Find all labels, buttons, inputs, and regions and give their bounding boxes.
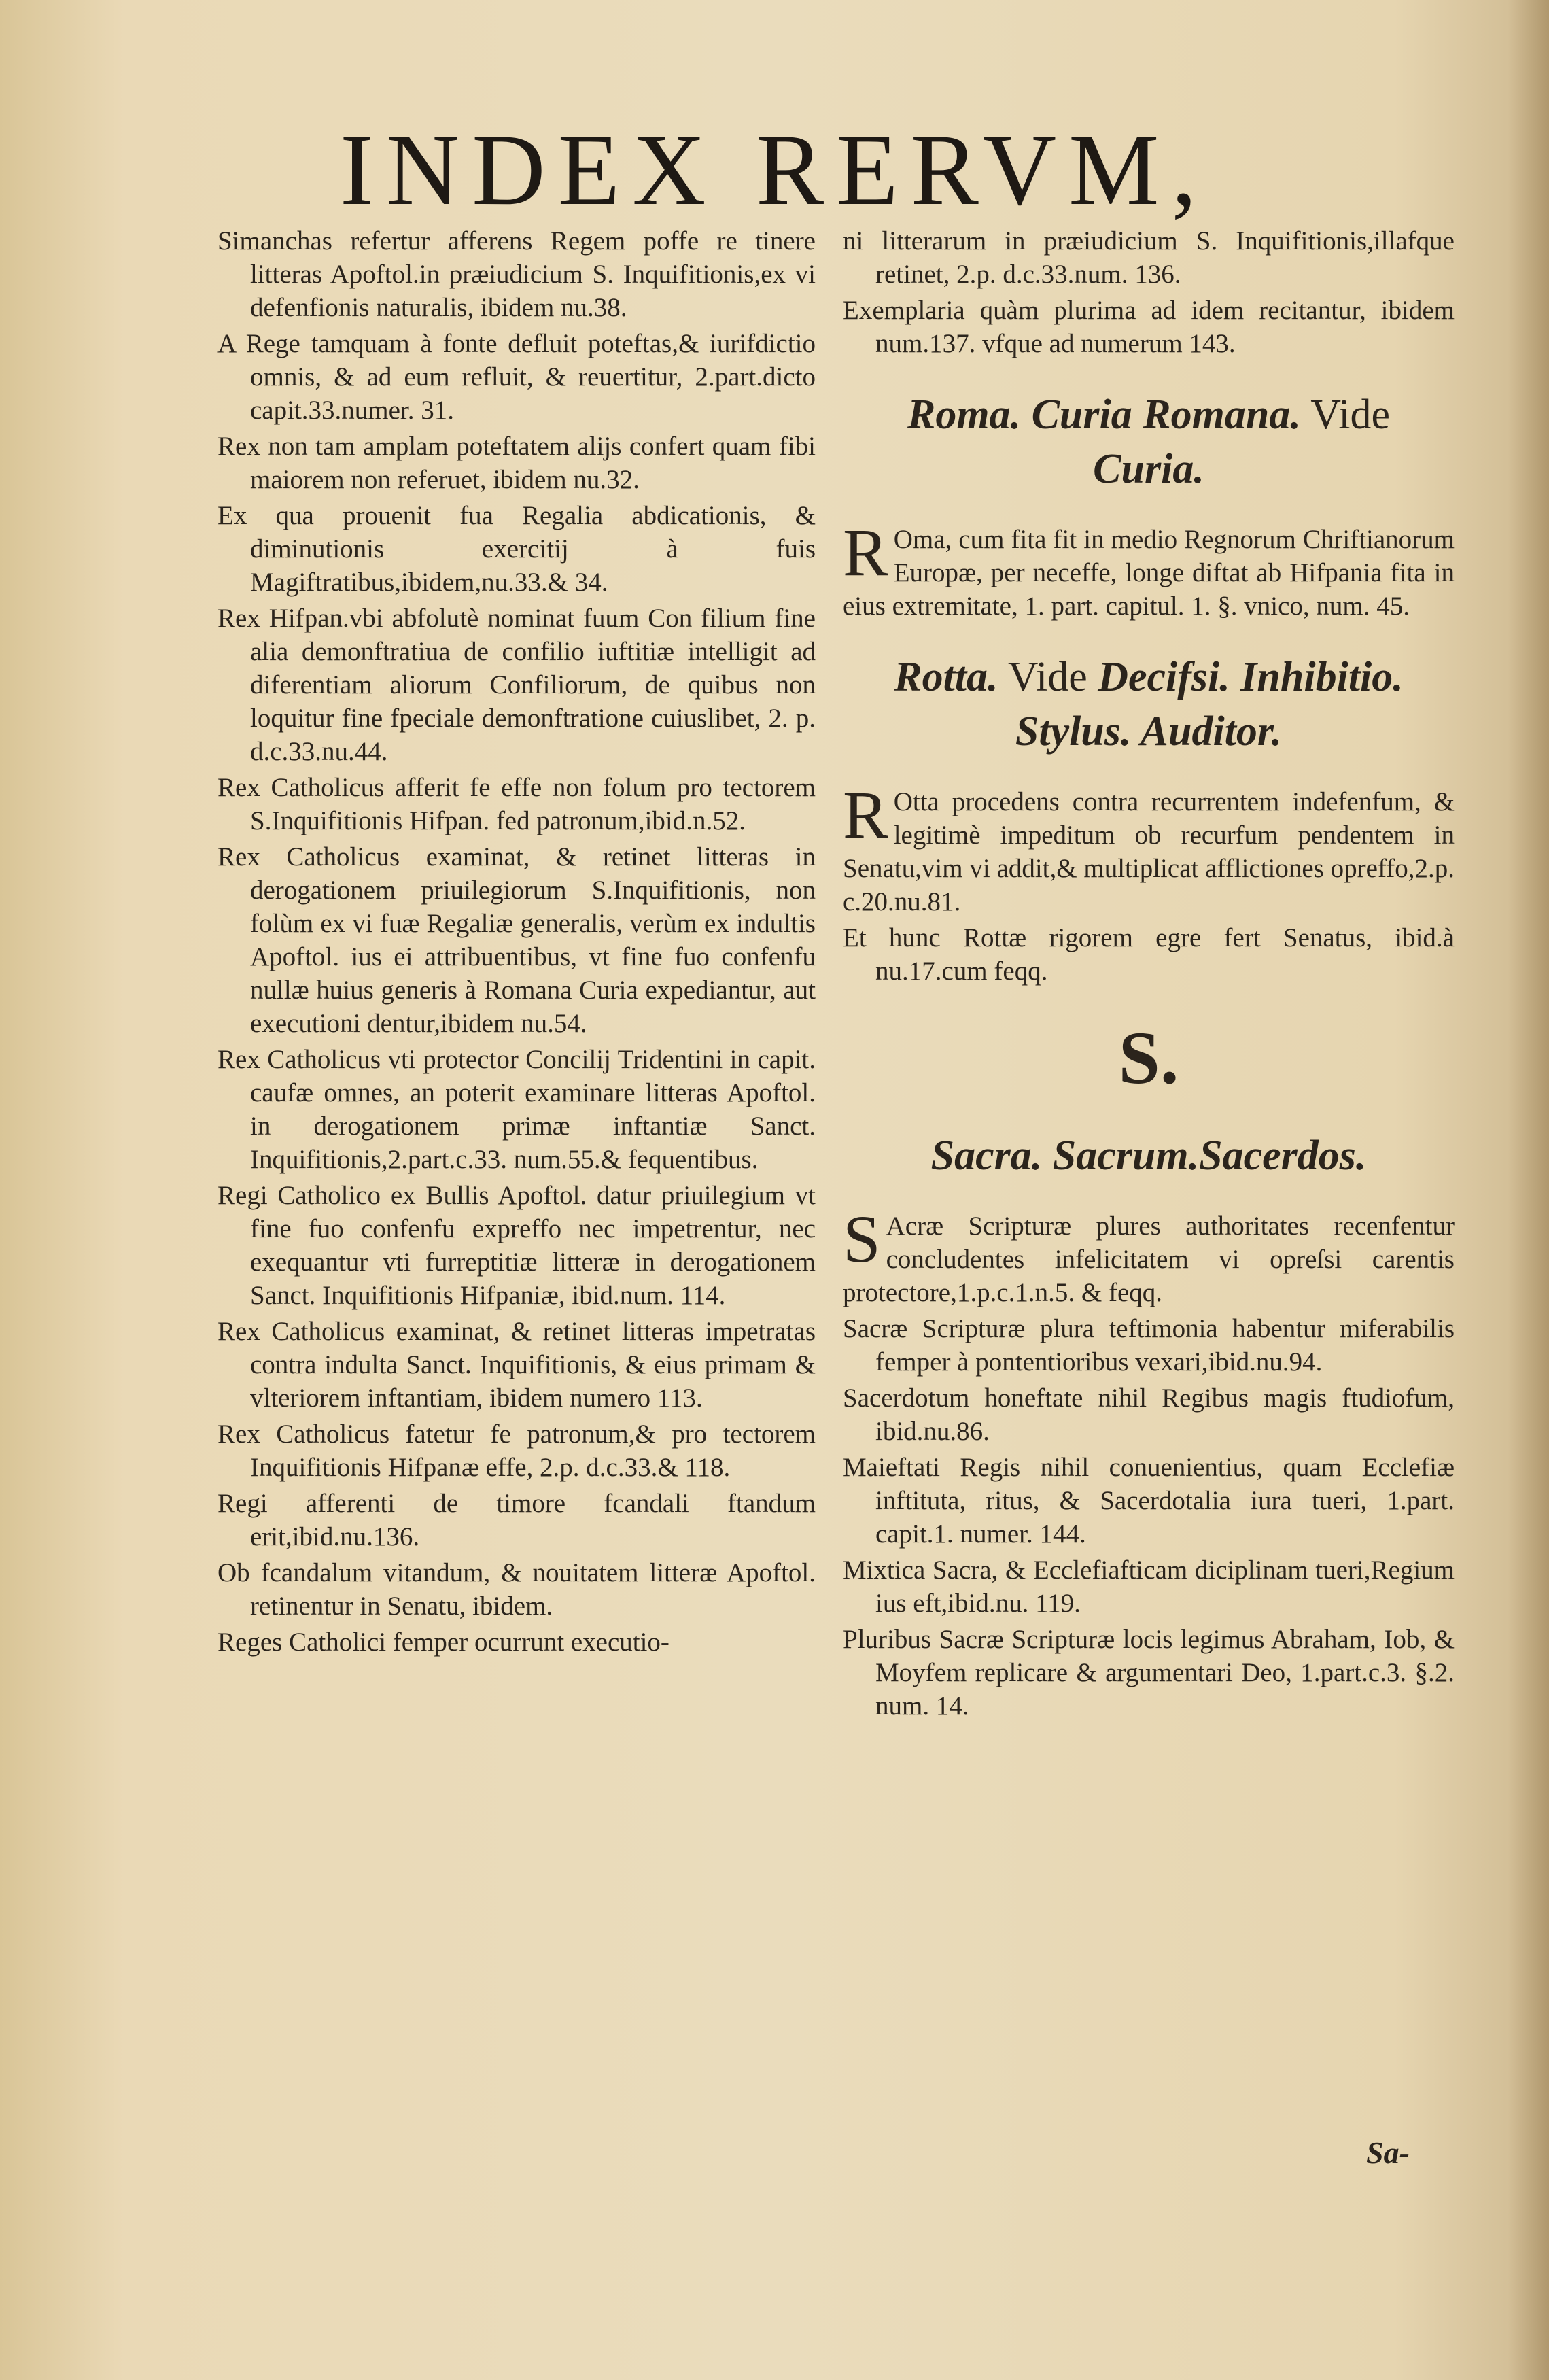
index-entry: Rex Catholicus afferit fe effe non folum pro tectorem S.Inquifitionis Hifpan. fed patronum,ibid.n.52. <box>217 773 816 835</box>
section-heading-roma <box>843 387 1455 496</box>
index-entry: Pluribus Sacræ Scripturæ locis legimus Abraham, Iob, & Moyfem replicare & argumentari Deo, 1.part.c.3. §.2. num. 14. <box>843 1625 1455 1721</box>
roma-head-vide: Vide <box>1300 392 1390 438</box>
roma-head-italic: Roma. Curia Romana. <box>907 392 1301 438</box>
index-entry: Ex qua prouenit fua Regalia abdicationis, & diminutionis exercitij à fuis Magiftratibus,ibidem,nu.33.& 34. <box>217 501 816 597</box>
rotta-entry <box>843 777 1455 918</box>
sacra-entry <box>843 1201 1455 1309</box>
rotta-entry-text: Otta procedens contra recurrentem indefenfum, & legitimè impeditum ob recurfum pendentem in Senatu,vim vi addit,& multiplicat afflictiones opreffo,2.p. c.20.nu.81. <box>843 787 1455 916</box>
index-entry: Rex Hifpan.vbi abfolutè nominat fuum Con filium fine alia demonftratiua de confilio iuftitiæ intelligit ad diferentiam aliorum Confiliorum, de quibus non loquitur fine fpeciale demonftratione cuiuslibet, 2. p. d.c.33.nu.44. <box>217 604 816 766</box>
rotta-head-line2: Stylus. Auditor. <box>1015 708 1283 755</box>
section-heading-sacra: Sacra. Sacrum.Sacerdos. <box>930 1133 1367 1179</box>
index-entry: Mixtica Sacra, & Ecclefiafticam diciplinam tueri,Regium ius eft,ibid.nu. 119. <box>843 1555 1455 1618</box>
right-column <box>843 224 1455 1725</box>
index-entry: A Rege tamquam à fonte defluit poteftas,& iurifdictio omnis, & ad eum refluit, & reuertitur, 2.part.dicto capit.33.numer. 31. <box>217 329 816 425</box>
index-entry: Sacerdotum honeftate nihil Regibus magis ftudiofum, ibid.nu.86. <box>843 1383 1455 1446</box>
index-entry: Rex Catholicus vti protector Concilij Tridentini in capit. caufæ omnes, an poterit examinare litteras Apoftol. in derogationem primæ inftantiæ Sanct. Inquifitionis,2.part.c.33. num.55.& fequentibus. <box>217 1045 816 1174</box>
index-entry: Rex non tam amplam poteftatem alijs confert quam fibi maiorem non referuet, ibidem nu.32. <box>217 432 816 494</box>
index-entry: Maieftati Regis nihil conuenientius, quam Ecclefiæ inftituta, ritus, & Sacerdotalia iura tueri, 1.part. capit.1. numer. 144. <box>843 1453 1455 1549</box>
index-entry: ni litterarum in præiudicium S. Inquifitionis,illafque retinet, 2.p. d.c.33.num. 136. <box>843 226 1455 289</box>
index-entry: Rex Catholicus examinat, & retinet litteras in derogationem priuilegiorum S.Inquifitionis, non folùm ex vi fuæ Regaliæ generalis, verùm ex indultis Apoftol. ius ei attribuentibus, vt fine fuo confenfu nullæ huius generis à Romana Curia expediantur, aut executioni dentur,ibidem nu.54. <box>217 842 816 1038</box>
index-entry: Regi afferenti de timore fcandali ftandum erit,ibid.nu.136. <box>217 1489 816 1551</box>
rotta-head-italic: Rotta. <box>894 654 998 700</box>
rotta-head-vide: Vide <box>998 654 1098 700</box>
section-letter: S. <box>1118 1016 1179 1099</box>
index-entry: Regi Catholico ex Bullis Apoftol. datur priuilegium vt fine fuo confenfu expreffo nec impetrentur, nec exequantur vti furreptitiæ litteræ in derogationem Sanct. Inquifitionis Hifpaniæ, ibid.num. 114. <box>217 1181 816 1310</box>
index-entry: Rex Catholicus fatetur fe patronum,& pro tectorem Inquifitionis Hifpanæ effe, 2.p. d.c.33.& 118. <box>217 1419 816 1482</box>
sacra-dropcap: S <box>843 1201 881 1277</box>
index-entry: Exemplaria quàm plurima ad idem recitantur, ibidem num.137. vfque ad numerum 143. <box>843 296 1455 358</box>
index-entry: Sacræ Scripturæ plura teftimonia habentur miferabilis femper à pontentioribus vexari,ibid.nu.94. <box>843 1314 1455 1377</box>
page-edge-shadow <box>1508 0 1549 2380</box>
index-entry: Simanchas refertur afferens Regem poffe re tinere litteras Apoftol.in præiudicium S. Inquifitionis,ex vi defenfionis naturalis, ibidem nu.38. <box>217 226 816 322</box>
roma-head-line2: Curia. <box>1093 446 1204 492</box>
roma-entry-text: Oma, cum fita fit in medio Regnorum Chriftianorum Europæ, per neceffe, longe diftat ab Hifpania fita in eius extremitate, 1. part. capitul. 1. §. vnico, num. 45. <box>843 525 1455 621</box>
index-entry: Reges Catholici femper ocurrunt executio- <box>217 1627 669 1657</box>
page-title: INDEX RERVM, <box>340 114 1209 226</box>
catchword: Sa- <box>1366 2135 1410 2170</box>
index-entry: Et hunc Rottæ rigorem egre fert Senatus, ibid.à nu.17.cum feqq. <box>843 923 1455 986</box>
roma-dropcap: R <box>843 515 888 590</box>
rotta-dropcap: R <box>843 777 888 852</box>
sacra-entry-text: Acræ Scripturæ plures authoritates recenfentur concludentes infelicitatem vi opreſsi carentis protectore,1.p.c.1.n.5. & feqq. <box>843 1211 1455 1307</box>
index-entry: Ob fcandalum vitandum, & nouitatem litteræ Apoftol. retinentur in Senatu, ibidem. <box>217 1558 816 1621</box>
rotta-head-italic2: Decifsi. Inhibitio. <box>1098 654 1404 700</box>
section-heading-rotta <box>843 650 1455 759</box>
roma-entry <box>843 515 1455 623</box>
index-entry: Rex Catholicus examinat, & retinet litteras impetratas contra indulta Sanct. Inquifitionis, & eius primam & vlteriorem inftantiam, ibidem numero 113. <box>217 1317 816 1413</box>
left-column <box>217 224 816 1661</box>
